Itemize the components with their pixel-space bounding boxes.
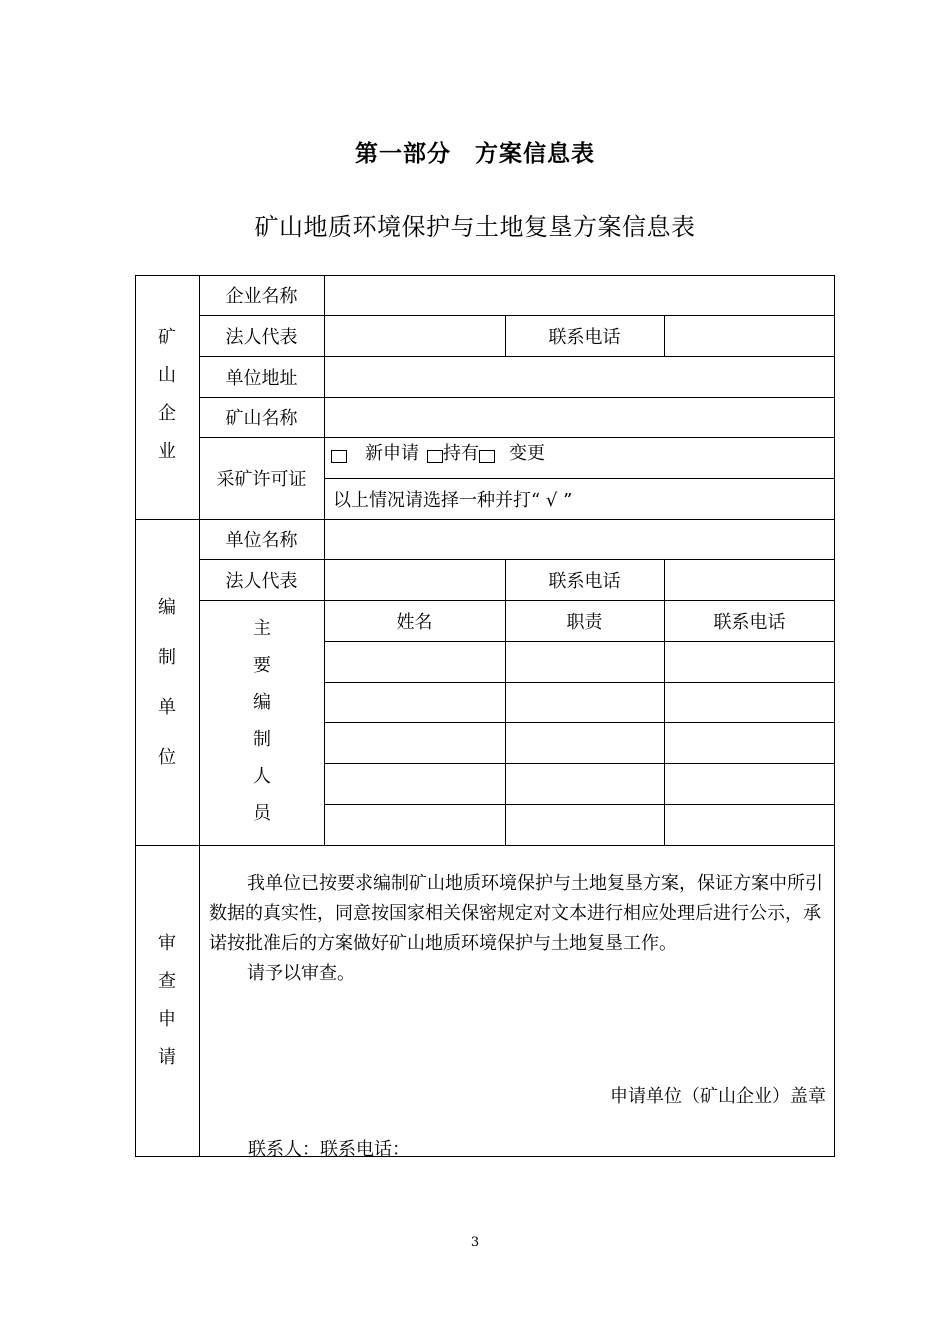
section-label-char: 编 [158, 597, 176, 618]
section-label-char: 企 [158, 403, 176, 424]
unit-name-field[interactable] [324, 519, 835, 559]
legal-rep-field[interactable] [324, 315, 505, 356]
staff-name-cell[interactable] [324, 682, 505, 722]
staff-phone-cell[interactable] [664, 682, 835, 722]
compiler-legal-rep-label: 法人代表 [225, 570, 298, 592]
section-label-char: 位 [158, 747, 176, 768]
contact-phone-field[interactable] [664, 315, 835, 356]
hold-label: 持有 [443, 443, 479, 464]
new-application-checkbox[interactable] [331, 450, 347, 463]
license-label: 采矿许可证 [216, 469, 307, 490]
section-label-char: 请 [158, 1047, 176, 1068]
form-title: 矿山地质环境保护与土地复垦方案信息表 [254, 213, 696, 241]
column-header-duty: 职责 [566, 611, 603, 633]
staff-duty-cell[interactable] [505, 722, 664, 763]
staff-label [230, 614, 294, 836]
page-title-part: 第一部分 [355, 141, 451, 167]
staff-duty-cell[interactable] [505, 641, 664, 682]
review-statement-block [209, 869, 829, 989]
page-title [0, 135, 950, 168]
compiler-section-label [135, 593, 199, 793]
staff-label-char: 人 [253, 766, 271, 787]
section-label-char: 业 [158, 441, 176, 462]
label-column-divider [199, 845, 200, 1157]
change-checkbox[interactable] [479, 450, 495, 463]
page-number: 3 [470, 1235, 480, 1250]
section-label-char: 矿 [158, 327, 176, 348]
section-label-char: 查 [158, 971, 176, 992]
unit-name-label: 单位名称 [225, 530, 298, 551]
section-label-char: 制 [158, 647, 176, 668]
company-name-field[interactable] [324, 275, 835, 315]
compiler-contact-phone-label: 联系电话 [548, 570, 621, 592]
staff-name-cell[interactable] [324, 722, 505, 763]
section-label-char: 审 [158, 933, 176, 954]
compiler-legal-rep-field[interactable] [324, 559, 505, 600]
license-note: 以上情况请选择一种并打“ √ ” [333, 489, 573, 511]
staff-label-char: 编 [253, 692, 271, 713]
staff-name-cell[interactable] [324, 804, 505, 845]
staff-name-cell[interactable] [324, 641, 505, 682]
section-label-char: 山 [158, 365, 176, 386]
mine-name-label: 矿山名称 [225, 408, 298, 429]
info-form-table [135, 275, 835, 1160]
review-request: 请予以审查。 [247, 963, 355, 984]
company-name-label: 企业名称 [225, 286, 298, 307]
review-statement: 我单位已按要求编制矿山地质环境保护与土地复垦方案，保证方案中所引数据的真实性，同意按国家相关保密规定对文本进行相应处理后进行公示，承诺按批准后的方案做好矿山地质环境保护与土地复垦工作。 [209, 873, 823, 954]
compiler-contact-phone-field[interactable] [664, 559, 835, 600]
contact-line: 联系人：联系电话： [248, 1139, 410, 1160]
change-label: 变更 [509, 443, 545, 464]
column-header-phone: 联系电话 [713, 611, 786, 633]
staff-duty-cell[interactable] [505, 763, 664, 804]
staff-label-char: 主 [253, 618, 271, 639]
staff-phone-cell[interactable] [664, 641, 835, 682]
review-section-label [135, 929, 199, 1081]
table-border-bottom [135, 1156, 835, 1157]
staff-duty-cell[interactable] [505, 682, 664, 722]
staff-label-char: 制 [253, 729, 271, 750]
mine-enterprise-section-label [135, 323, 199, 475]
address-label: 单位地址 [225, 367, 298, 389]
staff-name-cell[interactable] [324, 763, 505, 804]
applicant-seal: 申请单位（矿山企业）盖章 [610, 1086, 826, 1107]
staff-label-char: 要 [253, 655, 271, 676]
section-label-char: 单 [158, 697, 176, 718]
address-field[interactable] [324, 356, 835, 397]
staff-phone-cell[interactable] [664, 804, 835, 845]
license-options [331, 437, 831, 467]
staff-duty-cell[interactable] [505, 804, 664, 845]
mine-name-field[interactable] [324, 397, 835, 437]
page-title-name: 方案信息表 [475, 141, 595, 167]
staff-label-char: 员 [253, 803, 271, 824]
contact-phone-label: 联系电话 [548, 326, 621, 348]
section-divider [135, 845, 835, 846]
staff-phone-cell[interactable] [664, 763, 835, 804]
legal-rep-label: 法人代表 [225, 326, 298, 348]
section-label-char: 申 [158, 1009, 176, 1030]
staff-phone-cell[interactable] [664, 722, 835, 763]
hold-checkbox[interactable] [427, 450, 443, 463]
column-header-name: 姓名 [396, 611, 433, 633]
new-application-label: 新申请 [365, 443, 419, 464]
